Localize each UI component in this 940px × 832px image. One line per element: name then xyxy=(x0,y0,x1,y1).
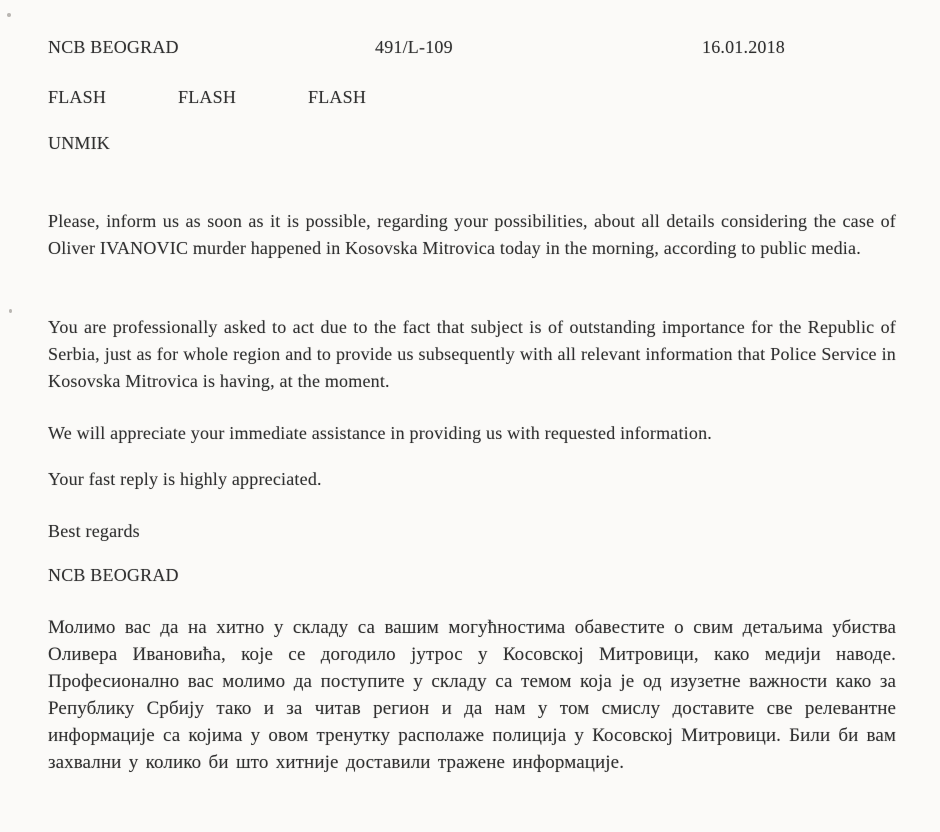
flash-label: FLASH xyxy=(48,87,107,107)
scan-speck xyxy=(9,309,12,313)
scan-speck xyxy=(7,13,11,17)
flash-priority-row xyxy=(48,84,896,111)
header-date: 16.01.2018 xyxy=(702,37,785,57)
flash-label: FLASH xyxy=(178,87,237,107)
paragraph-serbian: Молимо вас да на хитно у складу са вашим могућностима обавестите о свим детаљима убиства Оливера Ивановића, које се догодило јутрос у Косовској Митровици, како медији наводе. Професионално вас молимо да поступите у складу са темом која је од изузетне важности како за Републику Србију тако и за читав регион и да нам у том смислу доставите све релевантне информације са којима у овом тренутку располаже полиција у Косовској Митровици. Били би вам захвални у колико би што хитније доставили тражене информације. xyxy=(48,617,896,773)
paragraph-en-2: You are professionally asked to act due to the fact that subject is of outstanding importance for the Republic of Serbia, just as for whole region and to provide us subsequently with all relevant information that Police Service in Kosovska Mitrovica is having, at the moment. xyxy=(48,317,896,391)
paragraph-en-1: Please, inform us as soon as it is possible, regarding your possibilities, about all details considering the case of Oliver IVANOVIC murder happened in Kosovska Mitrovica today in the morning, according to public media. xyxy=(48,211,896,258)
addressee: UNMIK xyxy=(48,133,110,153)
header-org: NCB BEOGRAD xyxy=(48,37,179,57)
paragraph-en-4: Your fast reply is highly appreciated. xyxy=(48,469,322,489)
flash-label: FLASH xyxy=(308,87,367,107)
signature-org: NCB BEOGRAD xyxy=(48,565,179,585)
header-reference-number: 491/L-109 xyxy=(375,37,453,57)
paragraph-en-3: We will appreciate your immediate assistance in providing us with requested information. xyxy=(48,423,712,443)
letter-header xyxy=(48,34,896,61)
closing-line: Best regards xyxy=(48,521,140,541)
